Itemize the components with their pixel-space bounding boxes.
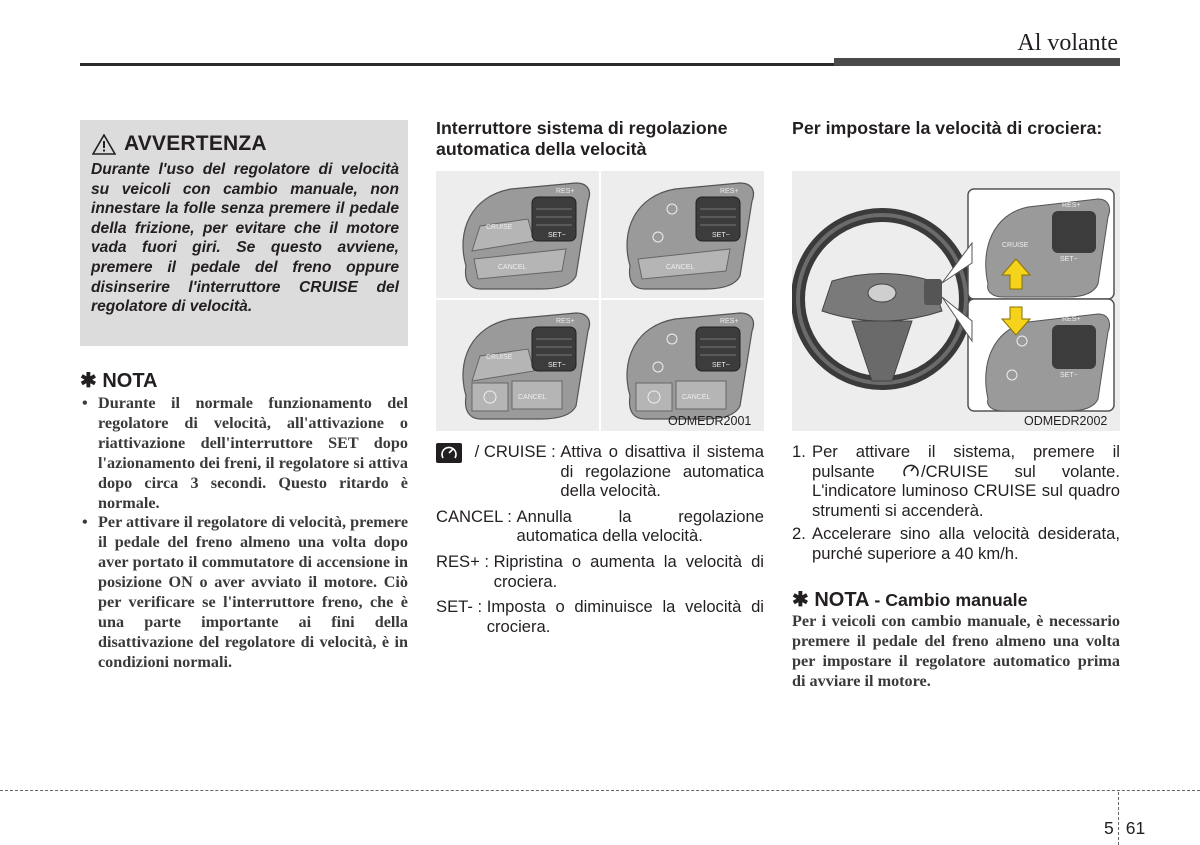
cruise-speedometer-icon	[436, 443, 462, 463]
definition-cruise	[436, 442, 764, 501]
step-text-part: /CRUISE sul volante. L'indicatore luminoso CRUISE sul quadro strumenti si accenderà.	[812, 461, 1120, 520]
asterisk-icon: ✱	[792, 589, 809, 611]
step-text-part: Per attivare il sistema, premere il pulsante	[812, 442, 1120, 481]
svg-text:RES+: RES+	[720, 188, 739, 195]
warning-text: Durante l'uso del regolatore di velocità su veicoli con cambio manuale, non innestare la folle senza premere il pedale della frizione, per evitare che il motore vada fuori giri. Se questo avviene, premere il pedale del freno oppure disinserire l'interruttore CRUISE del regolatore di velocità.	[91, 161, 399, 316]
setting-steps	[792, 442, 1120, 568]
svg-text:CRUISE: CRUISE	[1002, 242, 1029, 249]
definition-term: RES+ :	[436, 551, 494, 571]
definition-desc: Ripristina o aumenta la velocità di crociera.	[493, 551, 764, 591]
svg-text:SET−: SET−	[1060, 256, 1078, 263]
nota-manual-text: Per i veicoli con cambio manuale, è necessario premere il pedale del freno almeno una volta per impostare il regolatore automatico prima di avviare il motore.	[792, 612, 1120, 690]
svg-text:CANCEL: CANCEL	[518, 394, 547, 401]
footer-dashed-rule	[0, 790, 1200, 791]
svg-text:SET−: SET−	[712, 362, 730, 369]
definition-term: CANCEL :	[436, 506, 517, 526]
asterisk-icon: ✱	[80, 370, 97, 392]
figure-label: ODMEDR2001	[668, 414, 752, 428]
page-header-title: Al volante	[1017, 30, 1118, 56]
steering-figure	[792, 171, 1120, 431]
nota-heading	[80, 368, 158, 393]
warning-heading	[92, 132, 267, 156]
cruise-speedometer-icon	[901, 463, 921, 479]
step-item	[792, 524, 1120, 563]
section-number: 5	[1104, 818, 1114, 838]
setting-heading: Per impostare la velocità di crociera:	[792, 118, 1103, 138]
nota-manual-heading	[792, 587, 1027, 612]
step-number: 1.	[792, 442, 806, 461]
svg-text:SET−: SET−	[548, 362, 566, 369]
figure-label: ODMEDR2002	[1024, 414, 1108, 428]
svg-text:CRUISE: CRUISE	[486, 354, 513, 361]
svg-text:CANCEL: CANCEL	[498, 264, 527, 271]
step-text: Accelerare sino alla velocità desiderata, purché superiore a 40 km/h.	[812, 524, 1120, 563]
switch-heading: Interruttore sistema di regolazione automatica della velocità	[436, 118, 728, 159]
svg-text:RES+: RES+	[556, 318, 575, 325]
switch-definitions	[436, 442, 764, 642]
nota-manual-subtitle: - Cambio manuale	[874, 590, 1028, 610]
nota-list	[80, 394, 408, 673]
definition-set	[436, 597, 764, 636]
header-rule-accent	[834, 58, 1120, 66]
switch-panel-3	[463, 313, 590, 419]
step-text	[812, 442, 1120, 520]
definition-cancel	[436, 507, 764, 546]
header-rule	[80, 63, 834, 66]
definition-term: / CRUISE :	[470, 442, 561, 461]
steering-wheel-illustration	[792, 171, 1120, 431]
warning-triangle-icon	[92, 134, 116, 155]
warning-title: AVVERTENZA	[124, 132, 267, 155]
svg-text:CRUISE: CRUISE	[486, 224, 513, 231]
svg-text:SET−: SET−	[712, 232, 730, 239]
switch-panel-1	[463, 183, 590, 289]
svg-text:RES+: RES+	[556, 188, 575, 195]
nota-title: NOTA	[102, 370, 158, 392]
cruise-switch-illustration	[436, 171, 764, 431]
svg-text:RES+: RES+	[1062, 316, 1081, 323]
nota-manual-title: NOTA	[814, 589, 869, 611]
nota-item: • Durante il normale funzionamento del regolatore di velocità, all'attivazione o riattivazione dell'interruttore SET dopo l'azionamento dei freni, il regolatore si attiva dopo circa 3 secondi. Questo ritardo è normale.	[80, 394, 408, 513]
step-item	[792, 442, 1120, 520]
svg-text:CANCEL: CANCEL	[682, 394, 711, 401]
svg-text:SET−: SET−	[1060, 372, 1078, 379]
nota-item: • Per attivare il regolatore di velocità, premere il pedale del freno almeno una volta dopo aver portato il commutatore di accensione in posizione ON o aver avviato il motore. Ciò per verificare se l'interruttore freno, che è una parte importante ai fini della disattivazione del regolatore di velocità, è in condizioni normali.	[80, 513, 408, 672]
svg-text:RES+: RES+	[1062, 202, 1081, 209]
definition-desc: Attiva o disattiva il sistema di regolazione automatica della velocità.	[560, 442, 764, 501]
svg-text:SET−: SET−	[548, 232, 566, 239]
definition-res	[436, 552, 764, 591]
page-number	[1104, 818, 1145, 839]
switch-figure	[436, 171, 764, 431]
svg-text:RES+: RES+	[720, 318, 739, 325]
page-number-value: 61	[1125, 818, 1146, 838]
definition-desc: Annulla la regolazione automatica della velocità.	[516, 506, 764, 546]
svg-text:CANCEL: CANCEL	[666, 264, 695, 271]
definition-desc: Imposta o diminuisce la velocità di crociera.	[486, 597, 764, 636]
definition-term: SET- :	[436, 597, 487, 617]
switch-panel-4	[627, 313, 754, 419]
switch-panel-2	[627, 183, 754, 289]
step-number: 2.	[792, 524, 806, 544]
